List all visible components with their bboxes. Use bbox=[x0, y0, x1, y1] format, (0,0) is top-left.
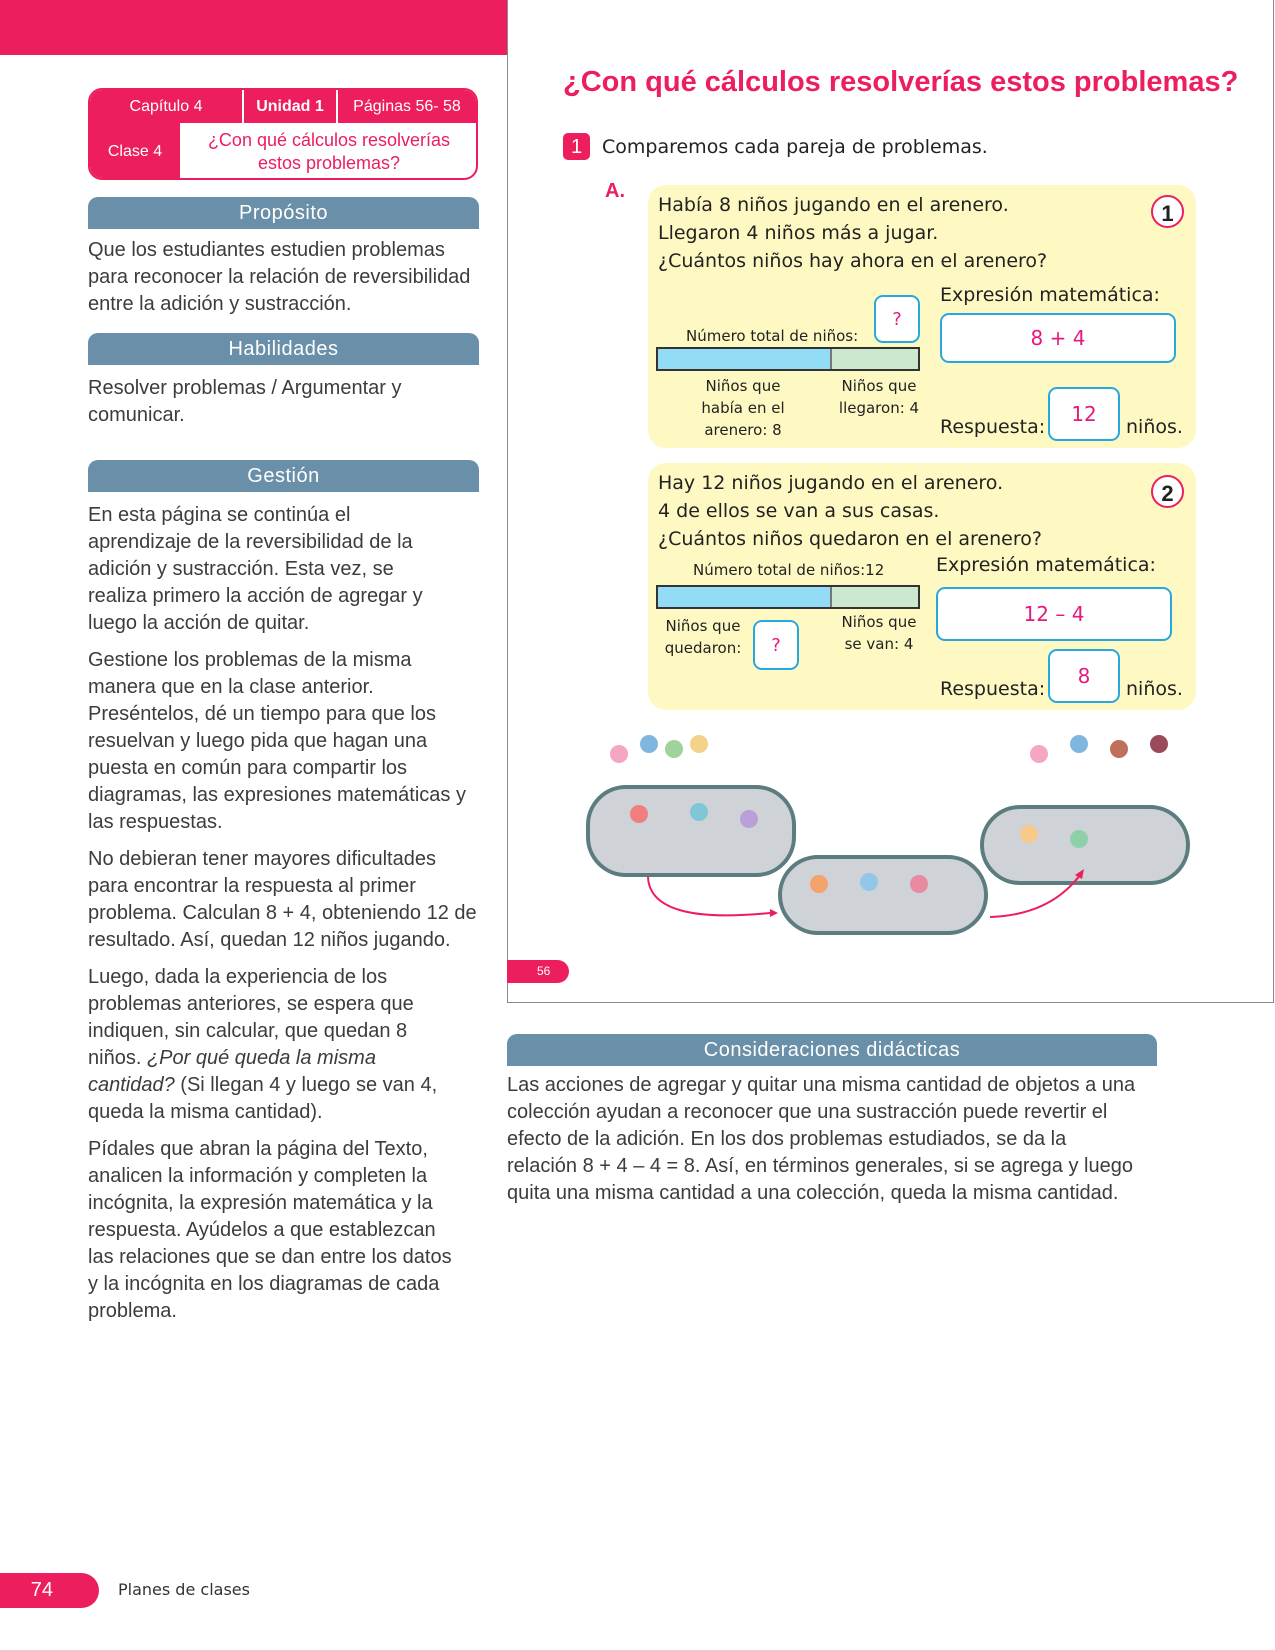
management-paragraph: En esta página se continúa el aprendizaje de la reversibilidad de la adición y sustracción. Esta vez, se realiza primero la acción de agregar y luego la acción de quitar. bbox=[88, 504, 423, 634]
item-instruction: Comparemos cada pareja de problemas. bbox=[602, 135, 988, 158]
problem-1-card bbox=[648, 185, 1196, 448]
bar-segment-left bbox=[832, 587, 918, 607]
item-1 bbox=[563, 133, 988, 160]
problem-number-1: 1 bbox=[1151, 195, 1184, 228]
didactic-text: Las acciones de agregar y quitar una misma cantidad de objetos a una colección ayudan a reconocer que una sustracción puede revertir el efecto de la adición. En los dos problemas estudiados, se da la relación 8 + 4 – 4 = 8. Así, en términos generales, si se agrega y luego quita una misma cantidad a una colección, queda la misma cantidad. bbox=[507, 1074, 1136, 1204]
management-paragraph: No debieran tener mayores dificultades para encontrar la respuesta al primer problema. Calculan 8 + 4, obteniendo 12 de resultado. Así, quedan 12 niños jugando. bbox=[88, 848, 477, 951]
part-label: A. bbox=[605, 180, 625, 202]
answer-label: Respuesta: bbox=[940, 416, 1046, 438]
skills-section bbox=[88, 333, 479, 429]
textbook-title: ¿Con qué cálculos resolverías estos problemas? bbox=[563, 66, 1239, 98]
question-italic: ¿Por qué queda la misma cantidad? bbox=[88, 1047, 376, 1096]
textbook-page-number: 56 bbox=[507, 960, 569, 983]
answer-box[interactable]: 8 bbox=[1048, 649, 1120, 703]
management-paragraph: Luego, dada la experiencia de los problemas anteriores, se espera que indiquen, sin calcular, que quedan 8 niños. ¿Por qué queda la misma cantidad? (Si llegan 4 y luego se van 4, queda la misma cantidad). bbox=[88, 966, 438, 1123]
total-label: Número total de niños:12 bbox=[693, 561, 885, 579]
sandbox-illustration bbox=[570, 725, 1210, 935]
management-heading: Gestión bbox=[88, 460, 479, 492]
arrived-children-label: Niños que llegaron: 4 bbox=[838, 377, 920, 417]
bar-segment-remaining bbox=[658, 587, 832, 607]
remaining-children-label: Niños que quedaron: bbox=[664, 617, 742, 657]
header-bar bbox=[0, 0, 507, 55]
didactic-section bbox=[507, 1034, 1157, 1207]
purpose-heading: Propósito bbox=[88, 197, 479, 229]
purpose-text: Que los estudiantes estudien problemas para reconocer la relación de reversibilidad entre la adición y sustracción. bbox=[88, 239, 471, 315]
didactic-heading: Consideraciones didácticas bbox=[507, 1034, 1157, 1066]
bar-diagram-1 bbox=[656, 347, 920, 371]
problem-1-statement: Había 8 niños jugando en el arenero. Llegaron 4 niños más a jugar. ¿Cuántos niños hay ahora en el arenero? bbox=[658, 194, 1048, 272]
problem-number-2: 2 bbox=[1151, 475, 1184, 508]
answer-unit: niños. bbox=[1126, 416, 1183, 438]
total-label: Número total de niños: bbox=[686, 327, 859, 345]
skills-text: Resolver problemas / Argumentar y comunicar. bbox=[88, 377, 402, 426]
remaining-unknown-box[interactable]: ? bbox=[753, 620, 799, 670]
bar-diagram-2 bbox=[656, 585, 920, 609]
purpose-section bbox=[88, 197, 479, 318]
pages-label: Páginas 56- 58 bbox=[353, 97, 461, 115]
item-number-badge: 1 bbox=[563, 133, 590, 160]
page-number: 74 bbox=[0, 1573, 99, 1608]
lesson-info-box bbox=[88, 88, 478, 180]
bar-segment-added bbox=[832, 349, 918, 369]
skills-heading: Habilidades bbox=[88, 333, 479, 365]
class-title: ¿Con qué cálculos resolverías estos problemas? bbox=[207, 129, 451, 173]
unit-label: Unidad 1 bbox=[244, 90, 338, 123]
expression-label: Expresión matemática: bbox=[936, 554, 1156, 576]
expression-label: Expresión matemática: bbox=[940, 284, 1160, 306]
management-body bbox=[88, 502, 479, 1325]
management-paragraph: Pídales que abran la página del Texto, analicen la información y completen la incógnita, la expresión matemática y la respuesta. Ayúdelos a que establezcan las relaciones que se dan entre los datos y la incógnita en los diagramas de cada problema. bbox=[88, 1138, 452, 1322]
chapter-label: Capítulo 4 bbox=[90, 90, 244, 123]
lesson-info-row bbox=[90, 90, 476, 123]
problem-2-card bbox=[648, 463, 1196, 710]
bar-segment-initial bbox=[658, 349, 832, 369]
management-paragraph: Gestione los problemas de la misma manera que en la clase anterior. Preséntelos, dé un tiempo para que los resuelvan y luego pida que hagan una puesta en común para compartir los diagramas, las expresiones matemáticas y las respuestas. bbox=[88, 649, 466, 833]
answer-label: Respuesta: bbox=[940, 678, 1046, 700]
leaving-children-label: Niños que se van: 4 bbox=[841, 613, 917, 653]
problem-2-statement: Hay 12 niños jugando en el arenero. 4 de ellos se van a sus casas. ¿Cuántos niños quedaron en el arenero? bbox=[658, 472, 1042, 550]
total-unknown-box[interactable]: ? bbox=[874, 295, 920, 343]
expression-box[interactable]: 12 – 4 bbox=[936, 587, 1172, 641]
management-section bbox=[88, 460, 479, 1335]
answer-box[interactable]: 12 bbox=[1048, 387, 1120, 441]
footer-label: Planes de clases bbox=[118, 1580, 250, 1599]
answer-unit: niños. bbox=[1126, 678, 1183, 700]
initial-children-label: Niños que había en el arenero: 8 bbox=[701, 377, 785, 439]
class-label: Clase 4 bbox=[90, 123, 180, 180]
arrow-icon bbox=[570, 725, 1210, 935]
expression-box[interactable]: 8 + 4 bbox=[940, 313, 1176, 363]
